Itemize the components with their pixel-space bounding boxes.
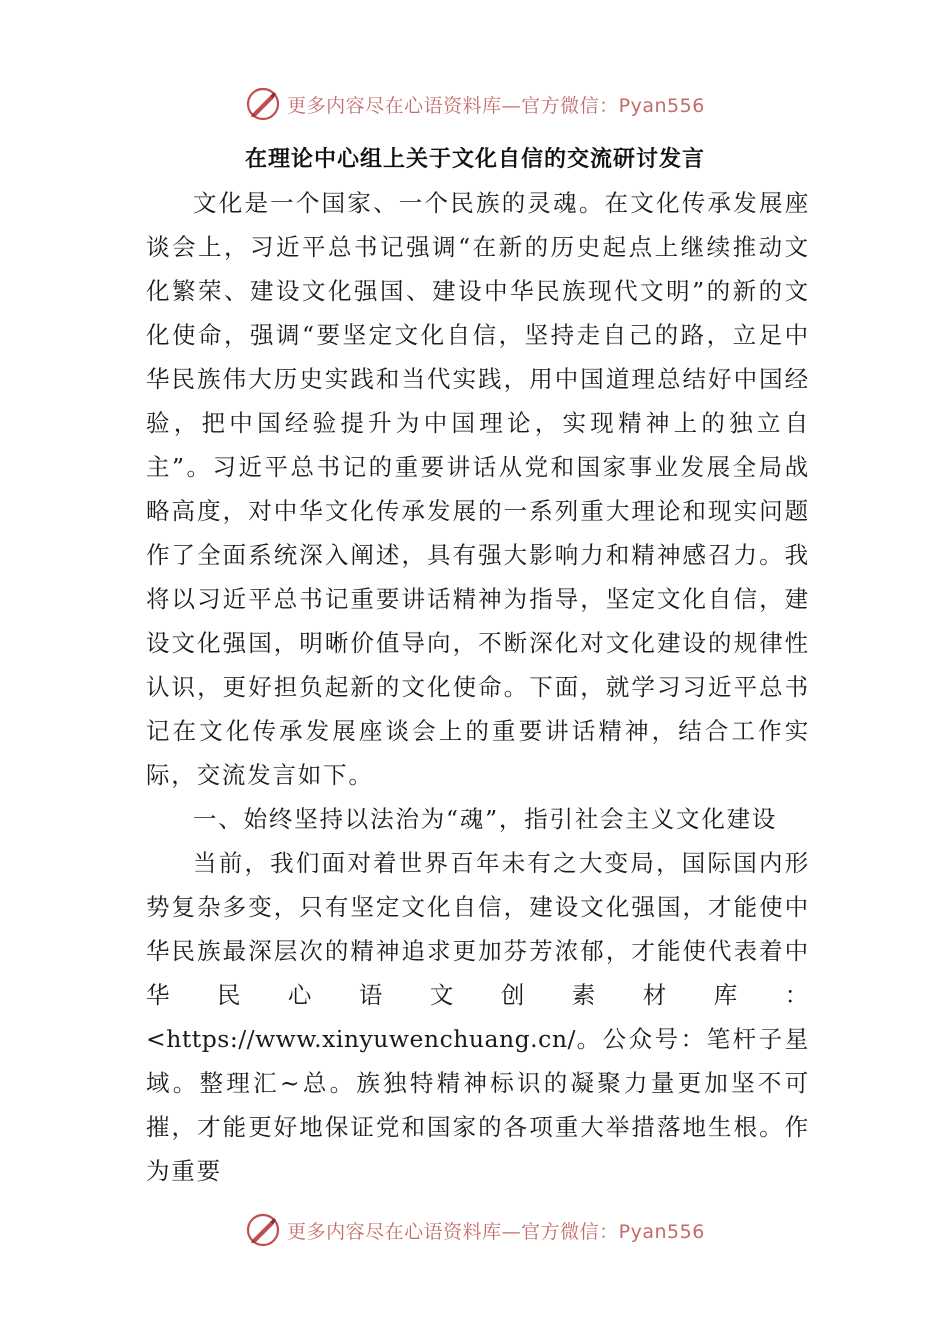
watermark-text: 更多内容尽在心语资料库—官方微信：Pyan556 [287,1220,705,1243]
watermark-text: 更多内容尽在心语资料库—官方微信：Pyan556 [287,94,705,117]
link-text: <https://www.xinyuwenchuang.cn/ [146,1025,576,1053]
pen-logo-icon [245,1212,281,1248]
paragraph: 当前，我们面对着世界百年未有之大变局，国际国内形势复杂多变，只有坚定文化自信，建设文化强国，才能使中华民族最深层次的精神追求更加芬芳浓郁，才能使代表着中华民心语文创素材库：<https://www.xinyuwenchuang.cn/。公众号：笔杆子星域。整理汇~总。族独特精神标识的凝聚力量更加坚不可摧，才能更好地保证党和国家的各项重大举措落地生根。作为重要 [146,849,810,1185]
footer-watermark-banner [0,1208,950,1252]
pen-logo-icon [245,86,281,122]
paragraph: 文化是一个国家、一个民族的灵魂。在文化传承发展座谈会上，习近平总书记强调“在新的历史起点上继续推动文化繁荣、建设文化强国、建设中华民族现代文明”的新的文化使命，强调“要坚定文化自信，坚持走自己的路，立足中华民族伟大历史实践和当代实践，用中国道理总结好中国经验，把中国经验提升为中国理论，实现精神上的独立自主”。习近平总书记的重要讲话从党和国家事业发展全局战略高度，对中华文化传承发展的一系列重大理论和现实问题作了全面系统深入阐述，具有强大影响力和精神感召力。我将以习近平总书记重要讲话精神为指导，坚定文化自信，建设文化强国，明晰价值导向，不断深化对文化建设的规律性认识，更好担负起新的文化使命。下面，就学习习近平总书记在文化传承发展座谈会上的重要讲话精神，结合工作实际，交流发言如下。 [146,189,810,789]
header-watermark-banner [0,82,950,126]
document-body [146,181,810,1193]
document-title: 在理论中心组上关于文化自信的交流研讨发言 [244,147,705,172]
section-heading: 一、始终坚持以法治为“魂”，指引社会主义文化建设 [193,805,778,833]
